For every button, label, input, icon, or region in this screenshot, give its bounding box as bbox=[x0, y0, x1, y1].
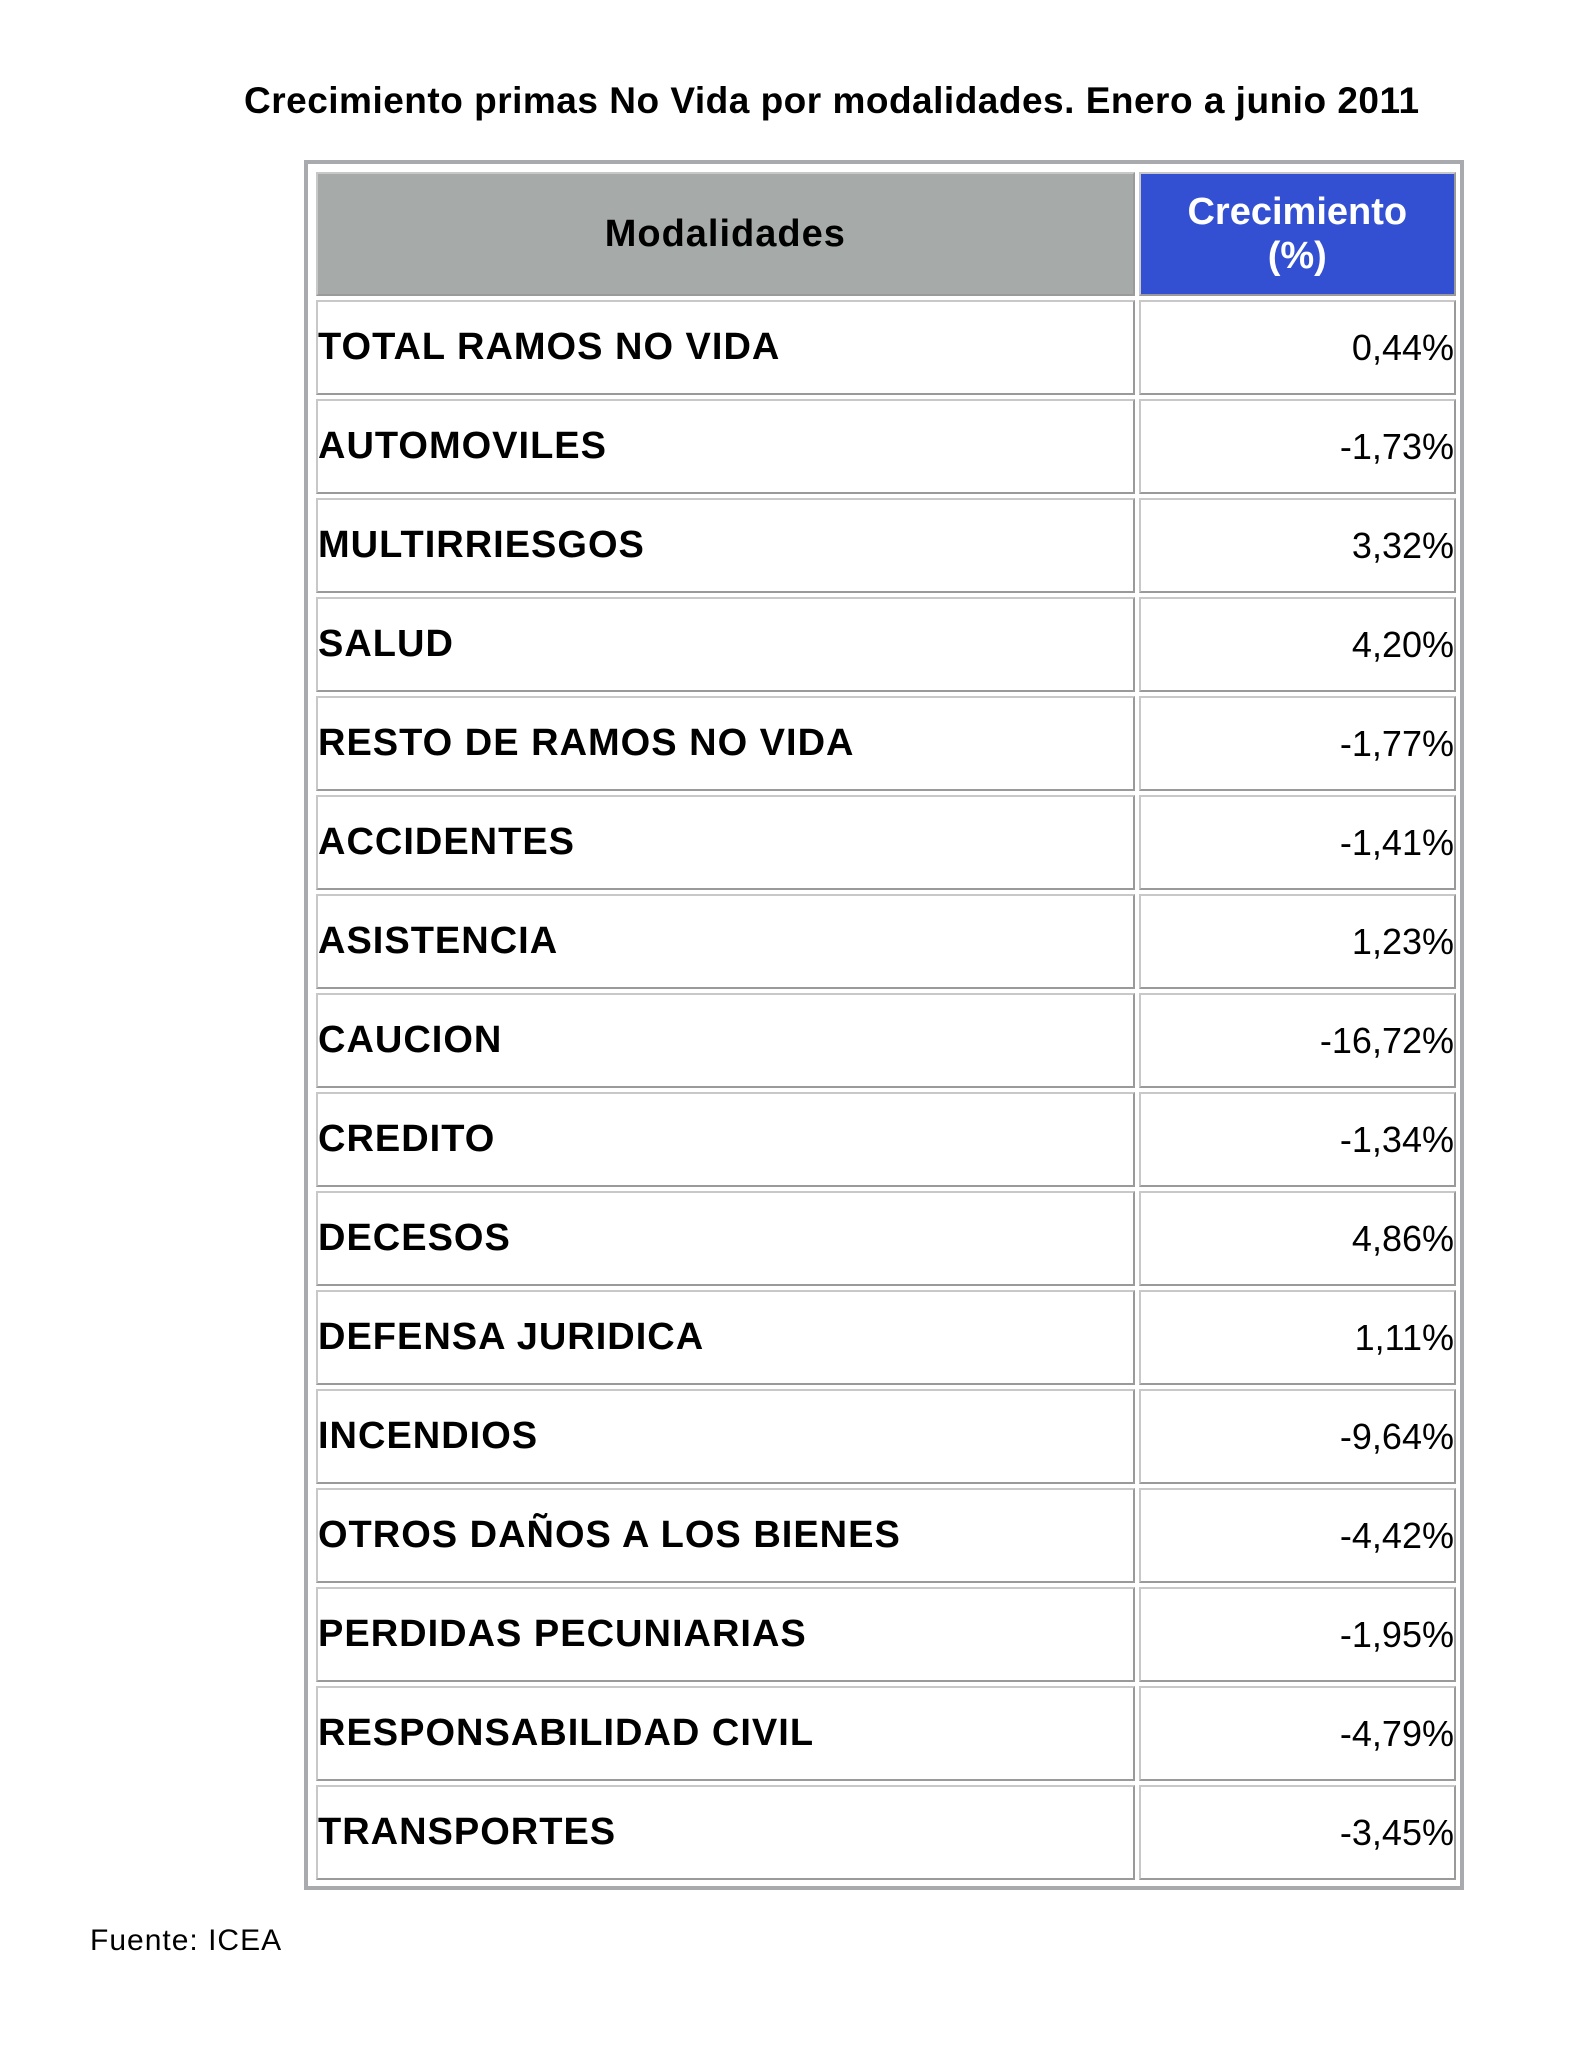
row-value: -3,45% bbox=[1139, 1785, 1456, 1880]
row-name: CAUCION bbox=[316, 993, 1135, 1088]
row-name: AUTOMOVILES bbox=[316, 399, 1135, 494]
table-row bbox=[316, 993, 1456, 1088]
row-name: SALUD bbox=[316, 597, 1135, 692]
row-name: MULTIRRIESGOS bbox=[316, 498, 1135, 593]
row-value: 1,23% bbox=[1139, 894, 1456, 989]
row-name: OTROS DAÑOS A LOS BIENES bbox=[316, 1488, 1135, 1583]
table-body bbox=[316, 300, 1456, 1880]
table-row bbox=[316, 696, 1456, 791]
row-name: ASISTENCIA bbox=[316, 894, 1135, 989]
row-value: -1,73% bbox=[1139, 399, 1456, 494]
table-row bbox=[316, 1686, 1456, 1781]
table-row bbox=[316, 795, 1456, 890]
row-name: ACCIDENTES bbox=[316, 795, 1135, 890]
row-value: -16,72% bbox=[1139, 993, 1456, 1088]
row-value: 4,20% bbox=[1139, 597, 1456, 692]
header-crecimiento-line2: (%) bbox=[1267, 235, 1327, 277]
row-value: 0,44% bbox=[1139, 300, 1456, 395]
header-crecimiento bbox=[1139, 172, 1456, 296]
table-row bbox=[316, 1488, 1456, 1583]
row-value: 4,86% bbox=[1139, 1191, 1456, 1286]
row-value: -1,95% bbox=[1139, 1587, 1456, 1682]
table-row bbox=[316, 300, 1456, 395]
header-crecimiento-line1: Crecimiento bbox=[1187, 191, 1408, 233]
table-row bbox=[316, 1785, 1456, 1880]
row-value: 3,32% bbox=[1139, 498, 1456, 593]
table-row bbox=[316, 1092, 1456, 1187]
table-row bbox=[316, 1389, 1456, 1484]
row-name: TRANSPORTES bbox=[316, 1785, 1135, 1880]
row-name: DECESOS bbox=[316, 1191, 1135, 1286]
data-table-frame bbox=[304, 160, 1464, 1890]
table-row bbox=[316, 1191, 1456, 1286]
table-row bbox=[316, 399, 1456, 494]
row-name: DEFENSA JURIDICA bbox=[316, 1290, 1135, 1385]
table-header-row bbox=[316, 172, 1456, 296]
row-name: CREDITO bbox=[316, 1092, 1135, 1187]
row-name: RESPONSABILIDAD CIVIL bbox=[316, 1686, 1135, 1781]
row-value: -1,77% bbox=[1139, 696, 1456, 791]
row-name: RESTO DE RAMOS NO VIDA bbox=[316, 696, 1135, 791]
table-row bbox=[316, 1290, 1456, 1385]
growth-table bbox=[312, 168, 1460, 1884]
row-name: TOTAL RAMOS NO VIDA bbox=[316, 300, 1135, 395]
source-note: Fuente: ICEA bbox=[90, 1924, 283, 1957]
row-name: INCENDIOS bbox=[316, 1389, 1135, 1484]
table-row bbox=[316, 1587, 1456, 1682]
header-modalidades: Modalidades bbox=[316, 172, 1135, 296]
row-value: -9,64% bbox=[1139, 1389, 1456, 1484]
row-value: -4,79% bbox=[1139, 1686, 1456, 1781]
table-row bbox=[316, 894, 1456, 989]
page-title: Crecimiento primas No Vida por modalidades. Enero a junio 2011 bbox=[244, 80, 1420, 121]
row-value: -1,41% bbox=[1139, 795, 1456, 890]
row-value: -4,42% bbox=[1139, 1488, 1456, 1583]
row-value: -1,34% bbox=[1139, 1092, 1456, 1187]
table-row bbox=[316, 498, 1456, 593]
table-row bbox=[316, 597, 1456, 692]
row-value: 1,11% bbox=[1139, 1290, 1456, 1385]
row-name: PERDIDAS PECUNIARIAS bbox=[316, 1587, 1135, 1682]
